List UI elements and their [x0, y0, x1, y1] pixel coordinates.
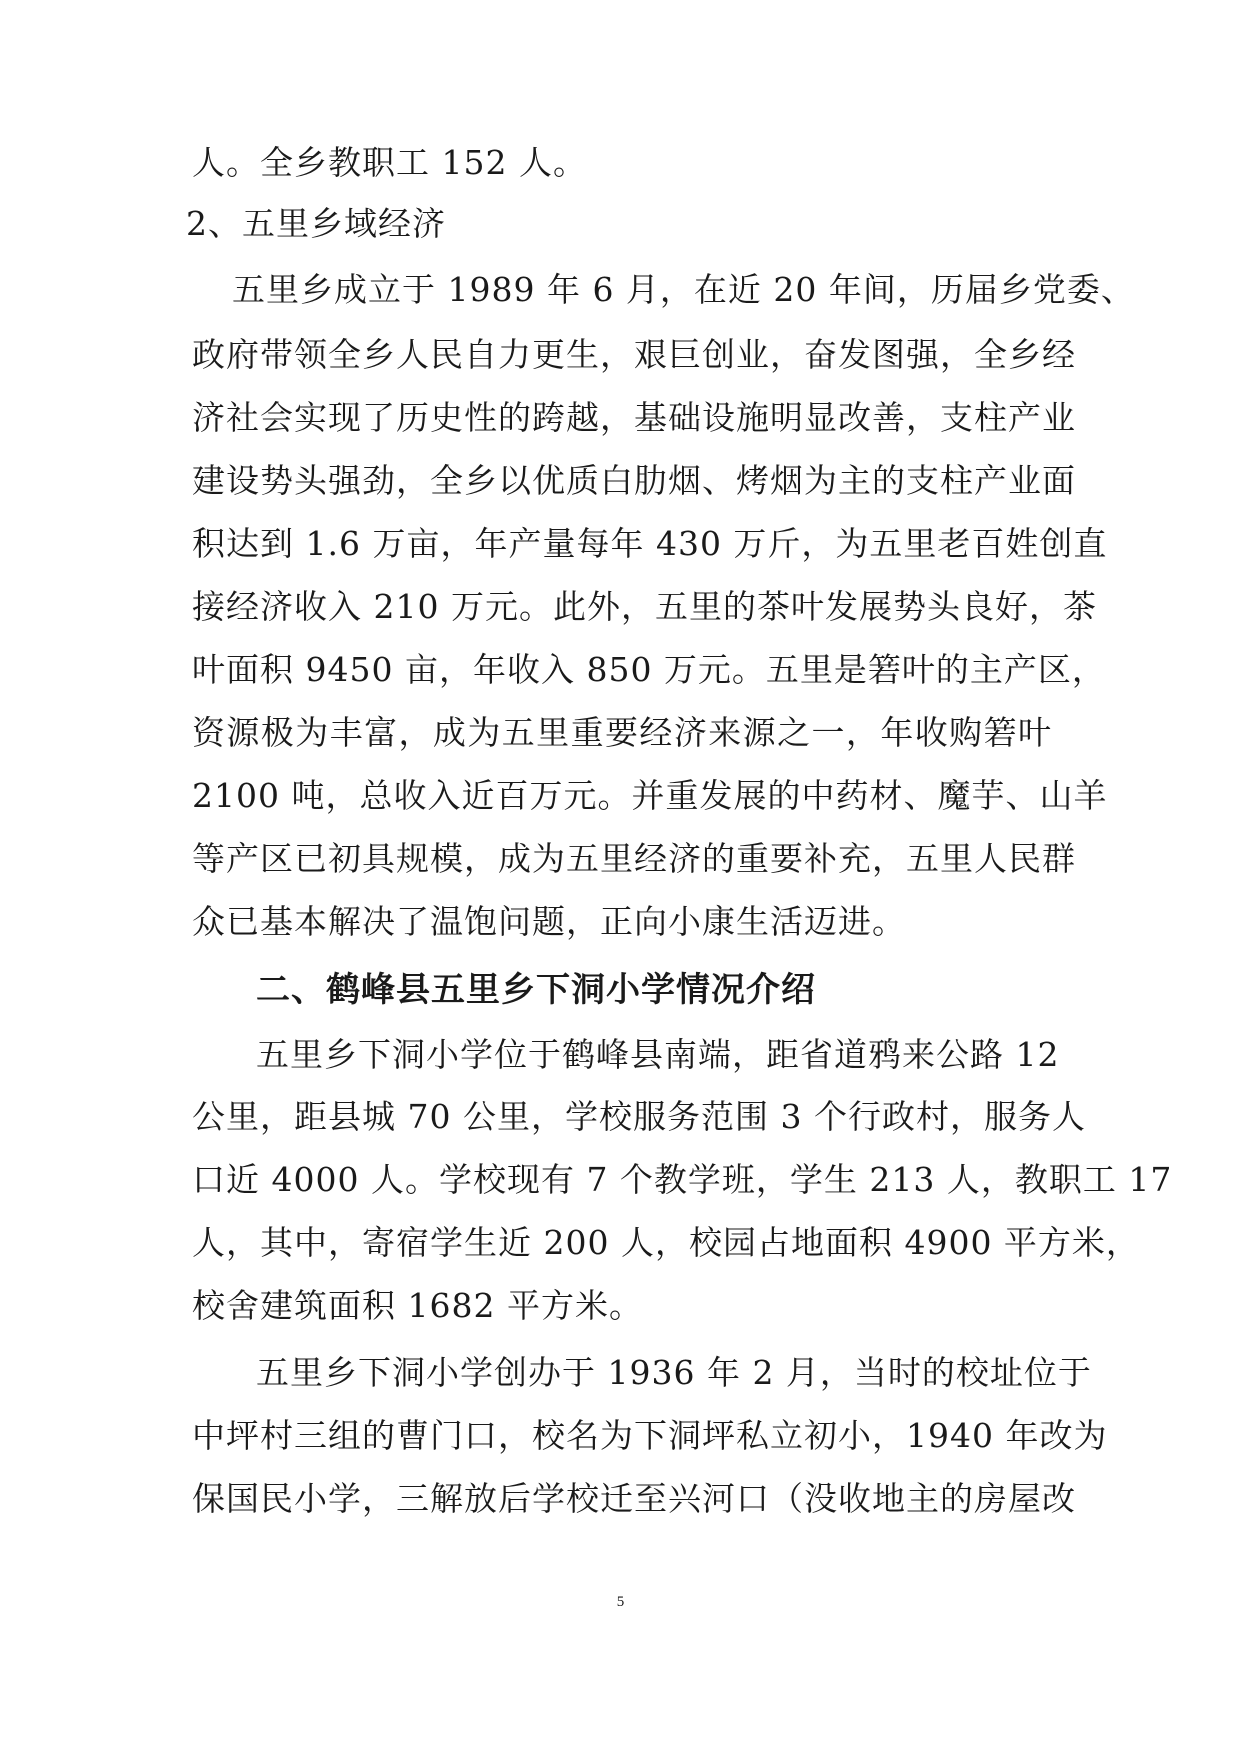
text-line: 众已基本解决了温饱问题，正向小康生活迈进。: [192, 902, 906, 941]
text-line: 人。全乡教职工 152 人。: [192, 143, 587, 182]
text-line: 公里，距县城 70 公里，学校服务范围 3 个行政村，服务人: [192, 1097, 1086, 1136]
subsection-title: 2、五里乡域经济: [186, 204, 446, 243]
paragraph-first-line: 五里乡下洞小学创办于 1936 年 2 月，当时的校址位于: [256, 1353, 1092, 1392]
text-line: 建设势头强劲，全乡以优质白肋烟、烤烟为主的支柱产业面: [192, 461, 1076, 500]
text-line: 2100 吨，总收入近百万元。并重发展的中药材、魔芋、山羊: [192, 776, 1108, 815]
paragraph-first-line: 五里乡成立于 1989 年 6 月，在近 20 年间，历届乡党委、: [232, 270, 1135, 309]
text-line: 叶面积 9450 亩，年收入 850 万元。五里是箬叶的主产区，: [192, 650, 1106, 689]
text-line: 保国民小学，三解放后学校迁至兴河口（没收地主的房屋改: [192, 1479, 1076, 1518]
text-line: 资源极为丰富，成为五里重要经济来源之一，年收购箬叶: [192, 713, 1052, 752]
section-heading: 二、鹤峰县五里乡下洞小学情况介绍: [256, 970, 816, 1010]
text-line: 济社会实现了历史性的跨越，基础设施明显改善，支柱产业: [192, 398, 1076, 437]
text-line: 中坪村三组的曹门口，校名为下洞坪私立初小，1940 年改为: [192, 1416, 1108, 1455]
text-line: 人，其中，寄宿学生近 200 人，校园占地面积 4900 平方米，: [192, 1223, 1140, 1262]
text-line: 接经济收入 210 万元。此外，五里的茶叶发展势头良好，茶: [192, 587, 1097, 626]
text-line: 口近 4000 人。学校现有 7 个教学班，学生 213 人，教职工 17: [192, 1160, 1173, 1199]
text-line: 校舍建筑面积 1682 平方米。: [192, 1286, 643, 1325]
text-line: 等产区已初具规模，成为五里经济的重要补充，五里人民群: [192, 839, 1076, 878]
text-line: 积达到 1.6 万亩，年产量每年 430 万斤，为五里老百姓创直: [192, 524, 1108, 563]
page-number: 5: [616, 1594, 625, 1610]
text-line: 政府带领全乡人民自力更生，艰巨创业，奋发图强，全乡经: [192, 335, 1076, 374]
paragraph-first-line: 五里乡下洞小学位于鹤峰县南端，距省道鸦来公路 12: [256, 1035, 1060, 1074]
